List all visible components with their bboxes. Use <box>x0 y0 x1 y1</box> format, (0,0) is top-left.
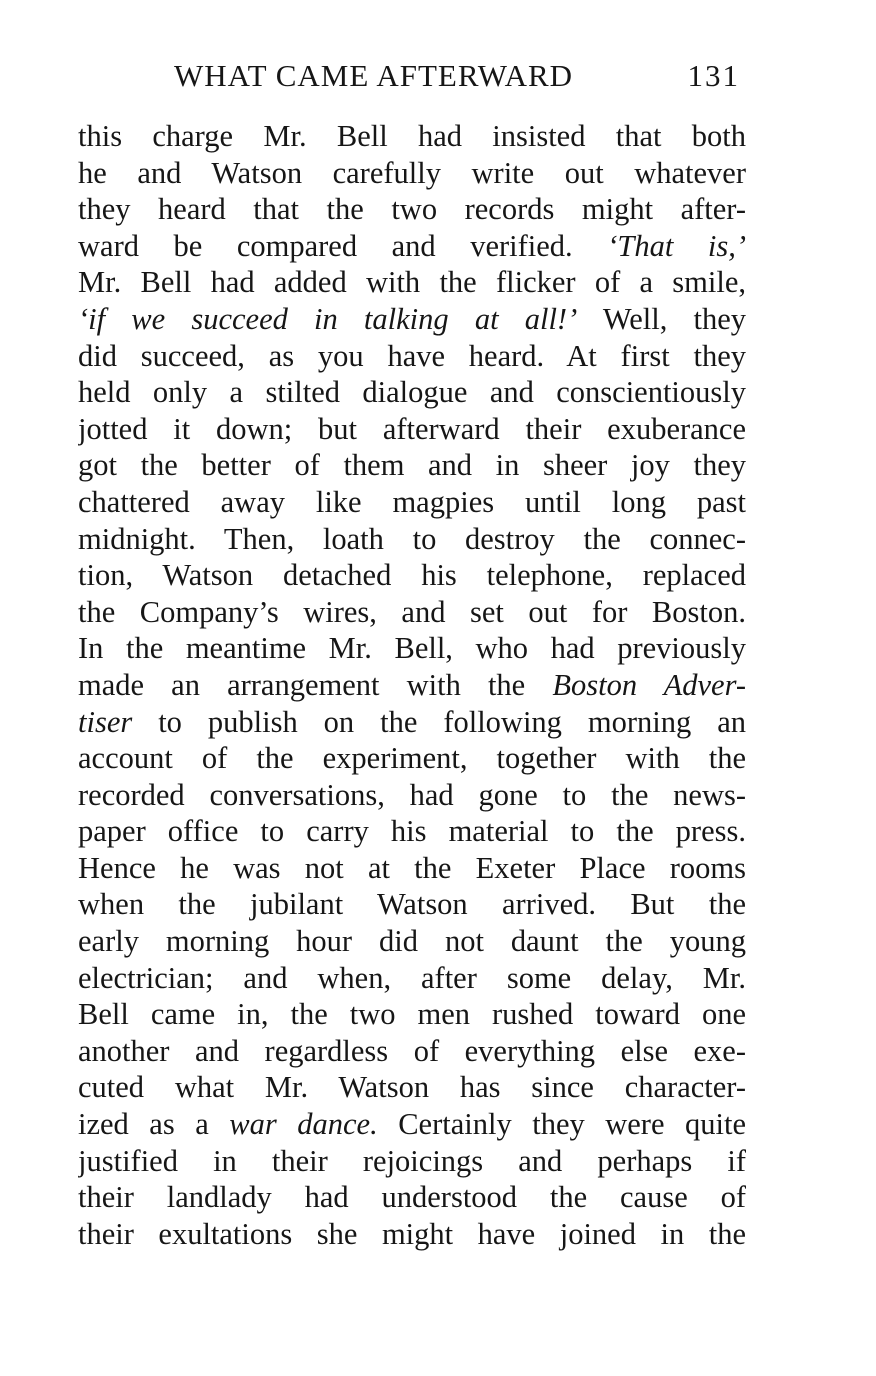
page-number: 131 <box>687 58 740 93</box>
text-span: cuted what Mr. Watson has since character- <box>78 1070 746 1105</box>
text-line <box>78 594 746 631</box>
text-span: another and regardless of everything else exe- <box>78 1033 746 1068</box>
text-line <box>78 228 746 265</box>
text-line <box>78 777 746 814</box>
text-span: Mr. Bell had added with the flicker of a smile, <box>78 265 746 300</box>
text-span: ized as a <box>78 1107 230 1142</box>
text-span: jotted it down; but afterward their exuberance <box>78 411 746 446</box>
text-line <box>78 704 746 741</box>
text-span: justified in their rejoicings and perhaps if <box>78 1143 746 1178</box>
text-line <box>78 850 746 887</box>
text-line <box>78 338 746 375</box>
text-line <box>78 1069 746 1106</box>
text-span: this charge Mr. Bell had insisted that both <box>78 119 746 153</box>
text-line <box>78 960 746 997</box>
text-span: they heard that the two records might after- <box>78 192 746 227</box>
text-line <box>78 155 746 192</box>
text-line <box>78 191 746 228</box>
italic-span: war dance. <box>229 1107 378 1142</box>
text-line <box>78 411 746 448</box>
italic-span: ‘if we succeed in talking at all!’ <box>78 301 578 336</box>
text-span: chattered away like magpies until long past <box>78 484 746 519</box>
text-span: when the jubilant Watson arrived. But the <box>78 887 746 922</box>
text-span: tion, Watson detached his telephone, replaced <box>78 558 746 593</box>
text-line <box>78 264 746 301</box>
text-line <box>78 557 746 594</box>
text-span: electrician; and when, after some delay, Mr. <box>78 960 746 995</box>
text-span: ward be compared and verified. <box>78 228 608 263</box>
text-line <box>78 1143 746 1180</box>
text-span: In the meantime Mr. Bell, who had previously <box>78 631 746 666</box>
text-span: held only a stilted dialogue and conscientiously <box>78 375 746 410</box>
text-line <box>78 447 746 484</box>
text-line <box>78 996 746 1033</box>
text-line <box>78 1106 746 1143</box>
text-span: Hence he was not at the Exeter Place rooms <box>78 850 746 885</box>
text-line <box>78 813 746 850</box>
text-line <box>78 1033 746 1070</box>
body-text <box>78 118 746 1252</box>
text-span: paper office to carry his material to the press. <box>78 814 746 849</box>
text-span: did succeed, as you have heard. At first they <box>78 338 746 373</box>
text-line <box>78 1216 746 1253</box>
text-span: their exultations she might have joined in the <box>78 1216 746 1251</box>
text-line <box>78 118 746 155</box>
text-span: their landlady had understood the cause of <box>78 1180 746 1215</box>
text-span: made an arrangement with the <box>78 667 553 702</box>
text-span: Certainly they were quite <box>377 1107 746 1142</box>
text-line <box>78 886 746 923</box>
text-line <box>78 667 746 704</box>
text-line <box>78 630 746 667</box>
italic-span: Boston Adver- <box>552 667 746 702</box>
text-line <box>78 1179 746 1216</box>
text-span: the Company’s wires, and set out for Boston. <box>78 594 746 629</box>
italic-span: tiser <box>78 704 133 739</box>
text-span: early morning hour did not daunt the young <box>78 924 746 959</box>
text-line <box>78 374 746 411</box>
running-title: WHAT CAME AFTERWARD <box>174 58 574 93</box>
text-span: Bell came in, the two men rushed toward one <box>78 997 746 1032</box>
italic-span: ‘That is,’ <box>607 228 746 263</box>
text-span: got the better of them and in sheer joy they <box>78 448 746 483</box>
text-line <box>78 484 746 521</box>
text-span: account of the experiment, together with the <box>78 741 746 776</box>
text-line <box>78 301 746 338</box>
text-span: recorded conversations, had gone to the news- <box>78 777 746 812</box>
text-span: he and Watson carefully write out whatever <box>78 155 746 190</box>
text-line <box>78 521 746 558</box>
text-span: Well, they <box>577 301 746 336</box>
text-span: midnight. Then, loath to destroy the connec- <box>78 521 746 556</box>
text-span: to publish on the following morning an <box>132 704 746 739</box>
running-header <box>174 56 740 96</box>
text-line <box>78 923 746 960</box>
text-line <box>78 740 746 777</box>
